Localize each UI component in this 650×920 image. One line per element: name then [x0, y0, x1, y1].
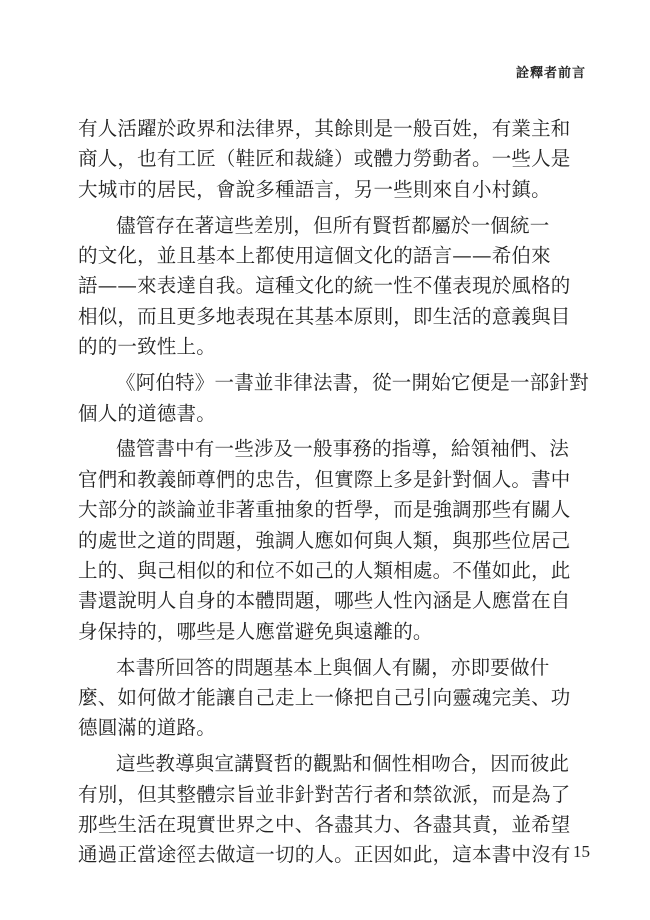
text-line: 的文化，並且基本上都使用這個文化的語言——希伯來 [78, 244, 551, 268]
text-line: 儘管存在著這些差別，但所有賢哲都屬於一個統一 [116, 213, 550, 237]
paragraph [78, 368, 589, 429]
text-line: 大城市的居民，會說多種語言，另一些則來自小村鎮。 [78, 177, 551, 201]
text-line: 商人，也有工匠（鞋匠和裁縫）或體力勞動者。一些人是 [78, 147, 571, 171]
text-line: 麼、如何做才能讓自己走上一條把自己引向靈魂完美、功 [78, 686, 571, 710]
paragraph [78, 434, 578, 647]
text-line: 這些教導與宣講賢哲的觀點和個性相吻合，因而彼此 [116, 752, 570, 776]
text-line: 本書所回答的問題基本上與個人有關，亦即要做什 [116, 655, 550, 679]
text-line: 大部分的談論並非著重抽象的哲學，而是強調那些有關人 [78, 498, 571, 522]
text-line: 有人活躍於政界和法律界，其餘則是一般百姓，有業主和 [78, 117, 571, 140]
paragraph [78, 211, 578, 363]
page-number: 15 [573, 842, 590, 861]
text-line: 那些生活在現實世界之中、各盡其力、各盡其責，並希望 [78, 813, 571, 837]
text-line: 通過正當途徑去做這一切的人。正因如此，這本書中沒有 [78, 843, 571, 867]
text-line: 語——來表達自我。這種文化的統一性不僅表現於風格的 [78, 274, 571, 298]
text-line: 書還說明人自身的本體問題，哪些人性內涵是人應當在自 [78, 589, 571, 613]
text-line: 德圓滿的道路。 [78, 716, 216, 740]
text-line: 儘管書中有一些涉及一般事務的指導，給領袖們、法 [116, 437, 570, 461]
text-line: 官們和教義師尊們的忠告，但實際上多是針對個人。書中 [78, 467, 571, 491]
text-line: 的處世之道的問題，強調人應如何與人類，與那些位居己 [78, 528, 571, 552]
paragraph [78, 114, 578, 205]
text-line: 的的一致性上。 [78, 335, 216, 359]
text-line: 有別，但其整體宗旨並非針對苦行者和禁欲派，而是為了 [78, 782, 571, 806]
paragraph [78, 653, 578, 744]
text-line: 上的、與己相似的和位不如己的人類相處。不僅如此，此 [78, 558, 571, 582]
text-line: 相似，而且更多地表現在其基本原則，即生活的意義與目 [78, 304, 571, 328]
text-line: 《阿伯特》一書並非律法書，從一開始它便是一部針對 [116, 371, 589, 395]
text-line: 身保持的，哪些是人應當避免與遠離的。 [78, 619, 433, 643]
text-line: 個人的道德書。 [78, 401, 216, 425]
running-head: 詮釋者前言 [515, 66, 586, 81]
paragraph [78, 749, 578, 871]
